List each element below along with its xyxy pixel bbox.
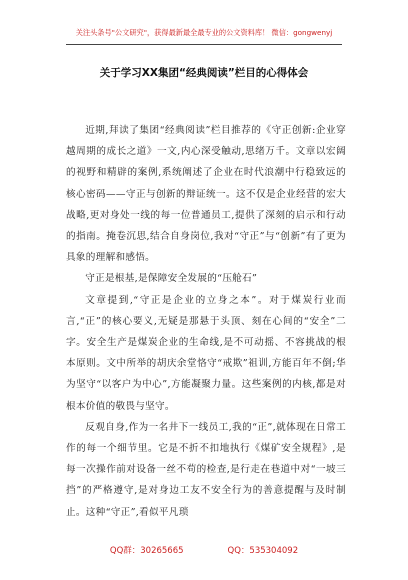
footer-qq-group: QQ群：30265665 xyxy=(109,546,184,556)
header-divider xyxy=(66,44,342,45)
footer-qq: QQ：535304092 xyxy=(227,546,299,556)
paragraph-reflection: 反观自身,作为一名井下一线员工,我的“正”,就体现在日常工作的每一个细节里。它是不折不扣地执行《煤矿安全规程》,是每一次操作前对设备一丝不苟的检查,是行走在巷道中对“一坡三挡”的严格遵守,是对身边工友不安全行为的善意提醒与及时制止。这种“守正”,看似平凡琐 xyxy=(66,421,346,518)
header-note: 关注头条号"公文研究"，获得最新最全最专业的公文资料库！ 微信：gongwenyj xyxy=(75,28,333,37)
paragraph-safety: 文章提到,“守正是企业的立身之本”。对于煤炭行业而言,“正”的核心要义,无疑是那悬于头顶、刻在心间的“安全”二字。安全生产是煤炭企业的生命线,是不可动摇、不容挑战的根本原则。文中所举的胡庆余堂恪守“戒欺”祖训,方能百年不倒;华为坚守“以客户为中心”,方能凝聚力量。这些案例的内核,都是对根本价值的敬畏与坚守。 xyxy=(66,294,346,412)
document-title: 关于学习XX集团“经典阅读”栏目的心得体会 xyxy=(99,67,309,79)
paragraph-heading-keep-right: 守正是根基,是保障安全发展的“压舱石” xyxy=(85,273,258,285)
document-body xyxy=(66,120,346,523)
footer-contact xyxy=(0,544,408,556)
paragraph-intro: 近期,拜读了集团“经典阅读”栏目推荐的《守正创新:企业穿越周期的成长之道》一文,内心深受触动,思绪万千。文章以宏阔的视野和精辟的案例,系统阐述了企业在时代浪潮中行稳致远的核心密码——守正与创新的辩证统一。这不仅是企业经营的宏大战略,更对身处一线的每一位普通员工,提供了深刻的启示和行动的指南。掩卷沉思,结合自身岗位,我对“守正”与“创新”有了更为具象的理解和感悟。 xyxy=(66,125,346,264)
